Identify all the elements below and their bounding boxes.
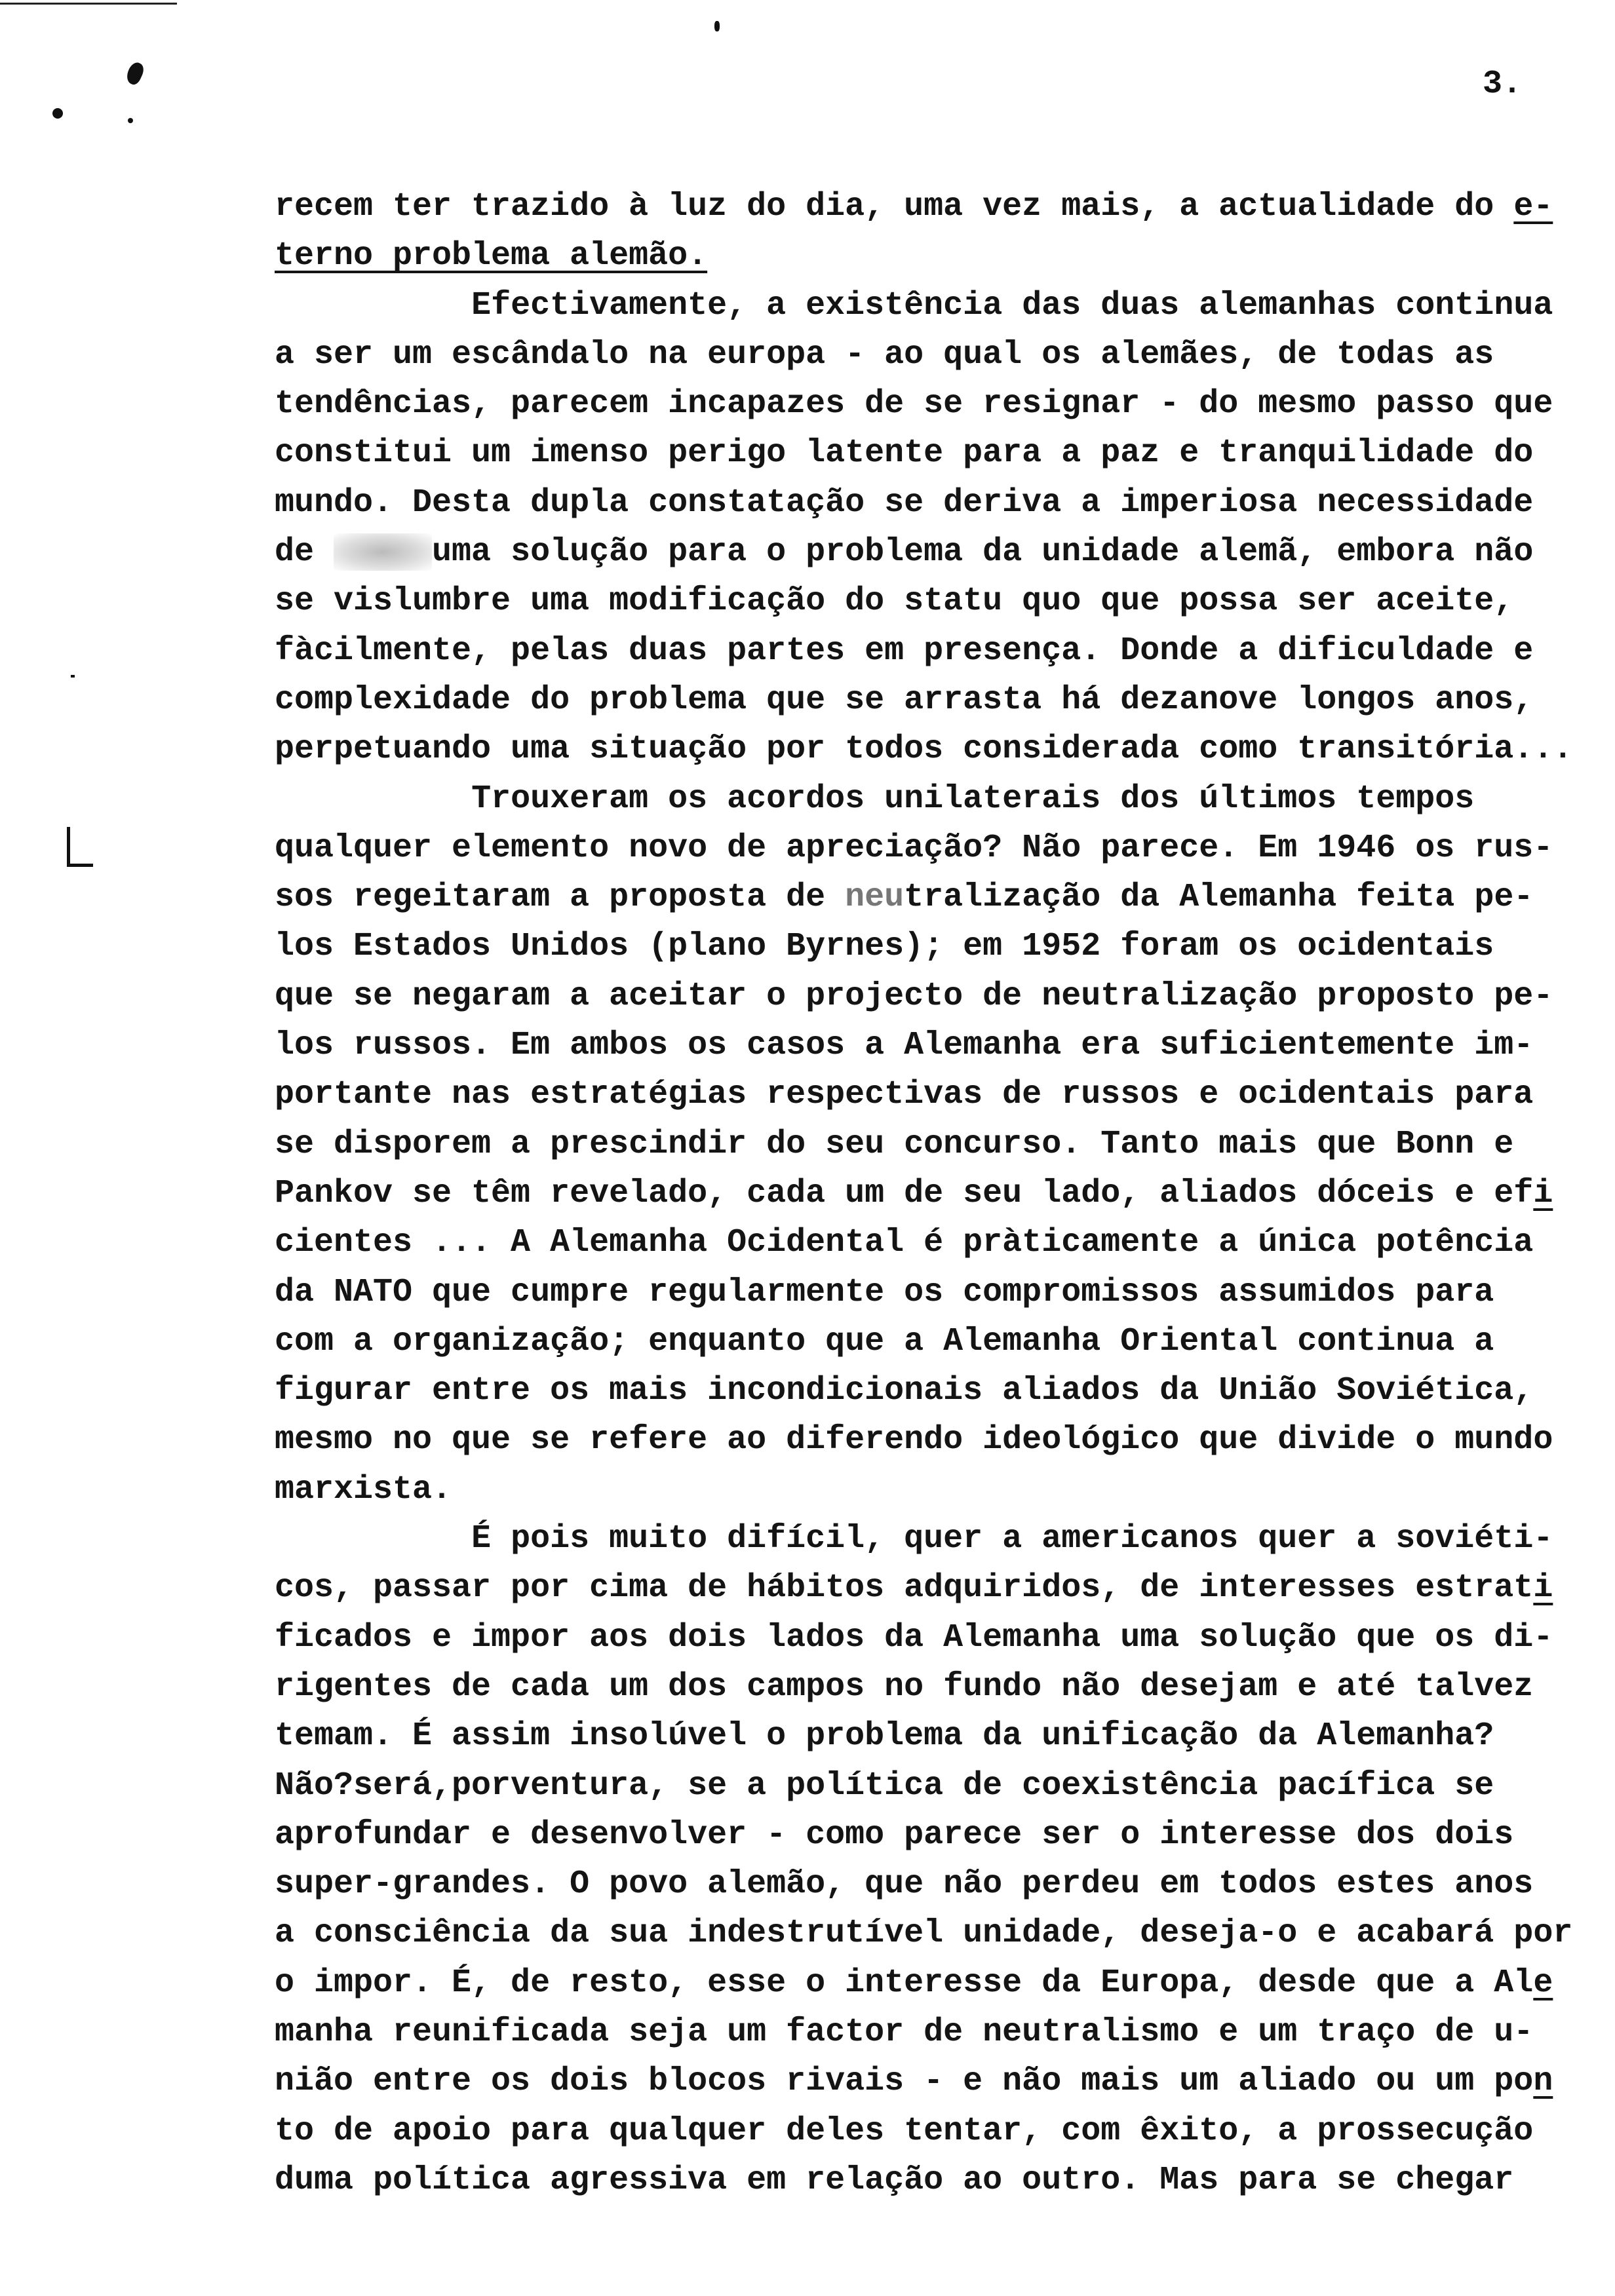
ink-dot-mark [714,21,720,31]
text-segment: Efectivamente, a existência das duas alemanhas continua [471,286,1553,324]
ink-dot-mark [128,118,133,123]
text-segment: com a organização; enquanto que a Alemanha Oriental continua a [275,1322,1494,1360]
smudged-text [334,533,432,571]
page-number: 3. [1483,66,1523,103]
text-segment: cientes ... A Alemanha Ocidental é pràticamente a única potência [275,1224,1534,1262]
text-segment: que se negaram a aceitar o projecto de neutralização proposto pe- [275,977,1553,1015]
paragraph-indent [275,287,471,324]
text-line [275,527,1572,577]
text-segment: a consciência da sua indestrutível unidade, deseja-o e acabará por [275,1915,1573,1953]
text-segment: É pois muito difícil, quer a americanos quer a soviéti- [471,1520,1553,1558]
text-segment: to de apoio para qualquer deles tentar, com êxito, a prossecução [275,2112,1534,2150]
text-line [275,1959,1572,2008]
text-segment: qualquer elemento novo de apreciação? Não parece. Em 1946 os rus- [275,829,1553,867]
text-line [275,1268,1572,1317]
text-line [275,1563,1572,1613]
text-line [275,478,1572,527]
text-line [275,1317,1572,1366]
text-line [275,1860,1572,1909]
underlined-text: e [1533,1964,1553,2002]
text-segment: nião entre os dois blocos rivais - e não mais um aliado ou um po [275,2063,1534,2101]
text-line [275,725,1572,774]
text-segment: manha reunificada seja um factor de neutralismo e um traço de u- [275,2013,1534,2051]
text-line [275,182,1572,231]
text-line [275,1514,1572,1563]
text-segment: recem ter trazido à luz do dia, uma vez mais, a actualidade do [275,188,1514,225]
text-segment: portante nas estratégias respectivas de russos e ocidentais para [275,1076,1534,1114]
text-segment: Trouxeram os acordos unilaterais dos últimos tempos [471,780,1475,818]
text-line [275,1761,1572,1810]
text-line [275,922,1572,971]
underlined-text: e- [1513,188,1553,225]
text-line [275,1415,1572,1464]
text-line [275,1613,1572,1662]
text-segment: complexidade do problema que se arrasta há dezanove longos anos, [275,681,1534,719]
text-segment: fàcilmente, pelas duas partes em presença. Donde a dificuldade e [275,632,1534,670]
text-segment: de [275,533,334,571]
underlined-text: terno problema alemão. [275,237,708,275]
text-segment: o impor. É, de resto, esse o interesse da Europa, desde que a Al [275,1964,1534,2002]
text-segment: sos regeitaram a proposta de [275,879,846,917]
margin-bracket-mark [67,827,70,866]
text-line [275,824,1572,873]
text-line [275,379,1572,429]
text-line [275,2057,1572,2106]
text-line [275,1465,1572,1514]
ink-blot-mark [124,60,146,86]
text-line [275,2008,1572,2057]
text-line [275,330,1572,379]
text-segment: super-grandes. O povo alemão, que não perdeu em todos estes anos [275,1866,1534,1904]
text-segment: neu [845,879,905,917]
text-segment: temam. É assim insolúvel o problema da unificação da Alemanha? [275,1717,1494,1755]
text-line [275,231,1572,280]
text-line [275,281,1572,330]
text-line [275,873,1572,922]
text-line [275,429,1572,478]
text-segment: mundo. Desta dupla constatação se deriva a imperiosa necessidade [275,484,1534,522]
underlined-text: n [1533,2063,1553,2101]
text-line [275,1712,1572,1761]
text-line [275,577,1572,626]
text-segment: aprofundar e desenvolver - como parece ser o interesse dos dois [275,1816,1514,1854]
paragraph-indent [275,1520,471,1558]
ink-dot-mark [52,108,63,119]
top-edge-rule [0,3,177,5]
text-line [275,775,1572,824]
margin-bracket-mark [67,864,93,867]
underlined-text: i [1533,1569,1553,1607]
text-line [275,972,1572,1021]
text-line [275,1218,1572,1267]
text-segment: marxista. [275,1470,452,1508]
text-line [275,1662,1572,1712]
text-segment: tendências, parecem incapazes de se resignar - do mesmo passo que [275,385,1553,423]
text-segment: los russos. Em ambos os casos a Alemanha era suficientemente im- [275,1027,1534,1065]
text-segment: Não?será,porventura, se a política de coexistência pacífica se [275,1767,1494,1805]
text-segment: da NATO que cumpre regularmente os compromissos assumidos para [275,1273,1494,1311]
text-segment: perpetuando uma situação por todos considerada como transitória... [275,731,1573,769]
text-segment: cos, passar por cima de hábitos adquiridos, de interesses estrat [275,1569,1534,1607]
text-line [275,2156,1572,2205]
text-segment: figurar entre os mais incondicionais aliados da União Soviética, [275,1372,1534,1410]
text-segment: mesmo no que se refere ao diferendo ideológico que divide o mundo [275,1421,1553,1459]
text-line [275,1366,1572,1415]
text-segment: ficados e impor aos dois lados da Alemanha uma solução que os di- [275,1618,1553,1656]
paragraph-indent [275,780,471,818]
text-segment: uma solução para o problema da unidade alemã, embora não [432,533,1534,571]
text-segment: tralização da Alemanha feita pe- [904,879,1534,917]
text-segment: Pankov se têm revelado, cada um de seu lado, aliados dóceis e ef [275,1174,1534,1212]
text-segment: se disporem a prescindir do seu concurso. Tanto mais que Bonn e [275,1125,1514,1163]
typewritten-body-text [275,182,1572,2205]
text-line [275,1810,1572,1860]
text-line [275,1120,1572,1169]
text-line [275,1070,1572,1119]
underlined-text: i [1533,1174,1553,1212]
margin-tick-mark [71,675,75,678]
text-segment: duma política agressiva em relação ao outro. Mas para se chegar [275,2161,1514,2199]
text-segment: constitui um imenso perigo latente para a paz e tranquilidade do [275,434,1534,472]
text-segment: los Estados Unidos (plano Byrnes); em 1952 foram os ocidentais [275,928,1494,966]
text-line [275,1169,1572,1218]
text-line [275,1909,1572,1958]
text-line [275,1021,1572,1070]
text-line [275,676,1572,725]
text-segment: rigentes de cada um dos campos no fundo não desejam e até talvez [275,1668,1534,1706]
text-segment: se vislumbre uma modificação do statu quo que possa ser aceite, [275,583,1514,621]
text-line [275,2107,1572,2156]
text-line [275,626,1572,676]
text-segment: a ser um escândalo na europa - ao qual os alemães, de todas as [275,335,1494,373]
